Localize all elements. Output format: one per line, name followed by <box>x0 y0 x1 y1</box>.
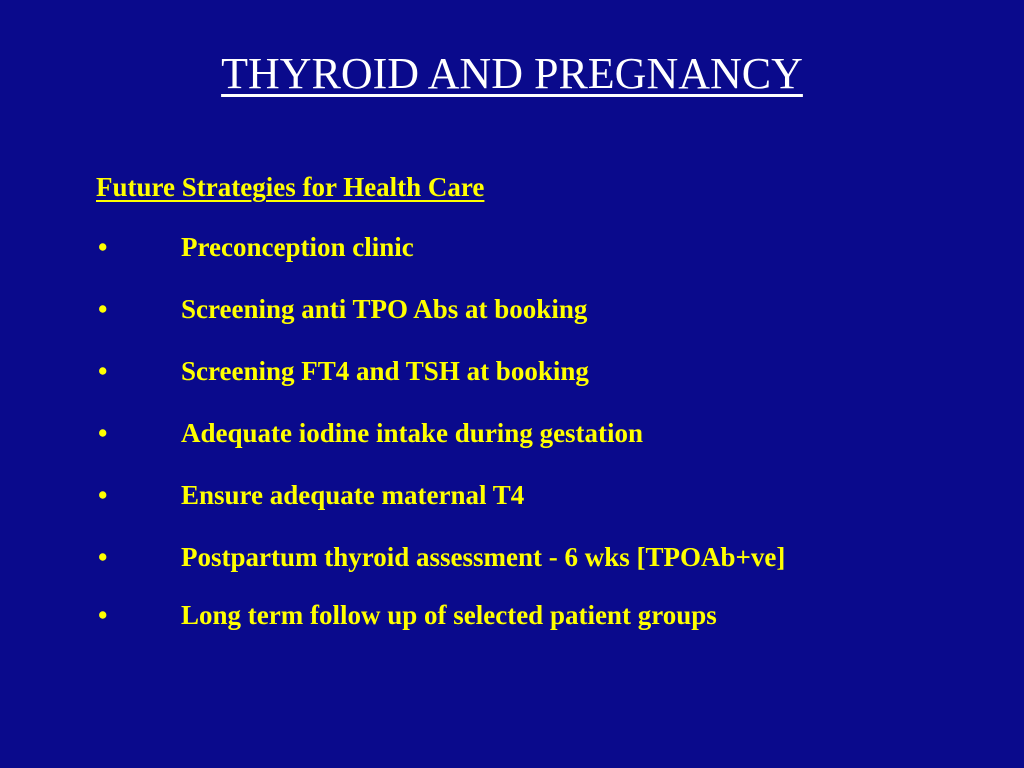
bullet-text: Long term follow up of selected patient groups <box>181 600 717 630</box>
bullet-text: Screening anti TPO Abs at booking <box>181 294 588 324</box>
bullet-item-iodine-intake <box>96 415 881 451</box>
bullet-text: Postpartum thyroid assessment - 6 wks [TPOAb+ve] <box>181 542 786 572</box>
bullet-text: Preconception clinic <box>181 232 414 262</box>
bullet-icon: • <box>98 480 108 510</box>
bullet-item-maternal-t4 <box>96 477 881 513</box>
bullet-icon: • <box>98 294 108 324</box>
bullet-icon: • <box>98 356 108 386</box>
bullet-item-screening-anti-tpo <box>96 291 881 327</box>
bullet-icon: • <box>98 232 108 262</box>
bullet-list <box>96 229 881 659</box>
bullet-item-preconception-clinic <box>96 229 881 265</box>
bullet-item-screening-ft4-tsh <box>96 353 881 389</box>
bullet-icon: • <box>98 418 108 448</box>
bullet-item-long-term-follow-up <box>96 597 881 633</box>
section-heading: Future Strategies for Health Care <box>96 172 485 202</box>
slide-title: THYROID AND PREGNANCY <box>221 49 803 98</box>
bullet-text: Ensure adequate maternal T4 <box>181 480 525 510</box>
bullet-icon: • <box>98 600 108 630</box>
bullet-text: Adequate iodine intake during gestation <box>181 418 644 448</box>
bullet-item-postpartum-assessment <box>96 539 881 575</box>
bullet-icon: • <box>98 542 108 572</box>
bullet-text: Screening FT4 and TSH at booking <box>181 356 589 386</box>
